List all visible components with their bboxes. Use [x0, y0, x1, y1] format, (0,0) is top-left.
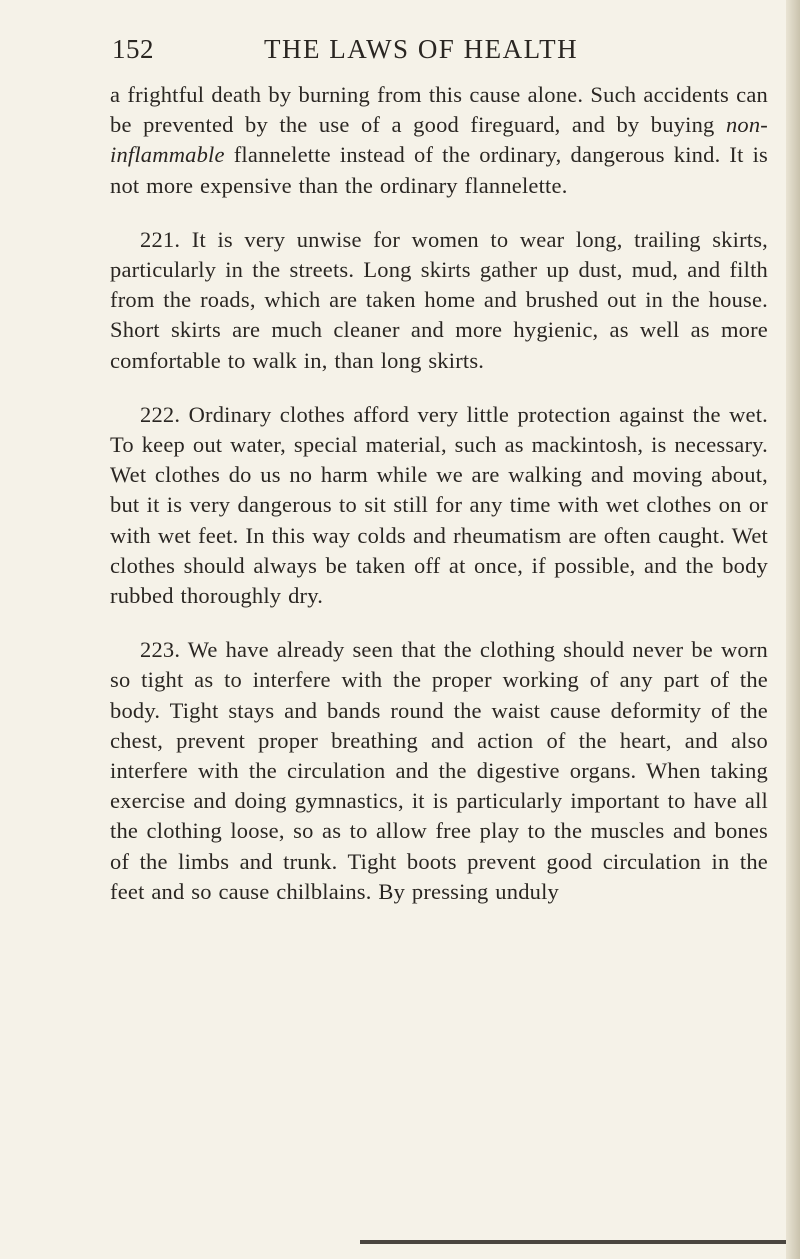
- page-header: [0, 30, 800, 70]
- text-run: It is very unwise for women to wear long, trailing skirts, particularly in the streets. Long skirts gather up dust, mud, and filth from the roads, which are taken home and brushed out in the house. Short skirts are much cleaner and more hygienic, as well as more comfortable to walk in, than long skirts.: [110, 226, 768, 373]
- text-run: a frightful death by burning from this cause alone. Such accidents can be prevented by the use of a good fireguard, and by buying: [110, 82, 768, 138]
- running-head: THE LAWS OF HEALTH: [264, 34, 579, 64]
- paragraph-222: [110, 400, 768, 611]
- paragraph-continuation: [110, 80, 768, 201]
- paragraph-223: [110, 635, 768, 907]
- binding-edge-line: [360, 1240, 786, 1244]
- page-number: 152: [112, 34, 154, 64]
- text-run: Ordinary clothes afford very little protection against the wet. To keep out water, special material, such as mackintosh, is necessary. Wet clothes do us no harm while we are walking and moving about, but it is very dangerous to sit still for any time with wet clothes on or with wet feet. In this way colds and rheumatism are often caught. Wet clothes should always be taken off at once, if possible, and the body rubbed thoroughly dry.: [110, 401, 769, 609]
- body-text: [110, 80, 768, 907]
- paragraph-number: 222.: [140, 401, 181, 427]
- page-edge-shadow: [786, 0, 800, 1259]
- paragraph-number: 223.: [140, 637, 181, 663]
- text-run: flannelette instead of the ordinary, dangerous kind. It is not more expensive than the ordinary flannelette.: [110, 142, 768, 198]
- text-run: We have already seen that the clothing should never be worn so tight as to interfere with the proper working of any part of the body. Tight stays and bands round the waist cause deformity of the chest, prevent proper breathing and action of the heart, and also interfere with the circulation and the digestive organs. When taking exercise and doing gymnastics, it is particularly important to have all the clothing loose, so as to allow free play to the muscles and bones of the limbs and trunk. Tight boots prevent good circulation in the feet and so cause chilblains. By pressing unduly: [110, 637, 769, 904]
- text-run-italic: non-inflammable: [110, 112, 768, 168]
- paragraph-number: 221.: [140, 226, 181, 252]
- paragraph-221: [110, 225, 768, 376]
